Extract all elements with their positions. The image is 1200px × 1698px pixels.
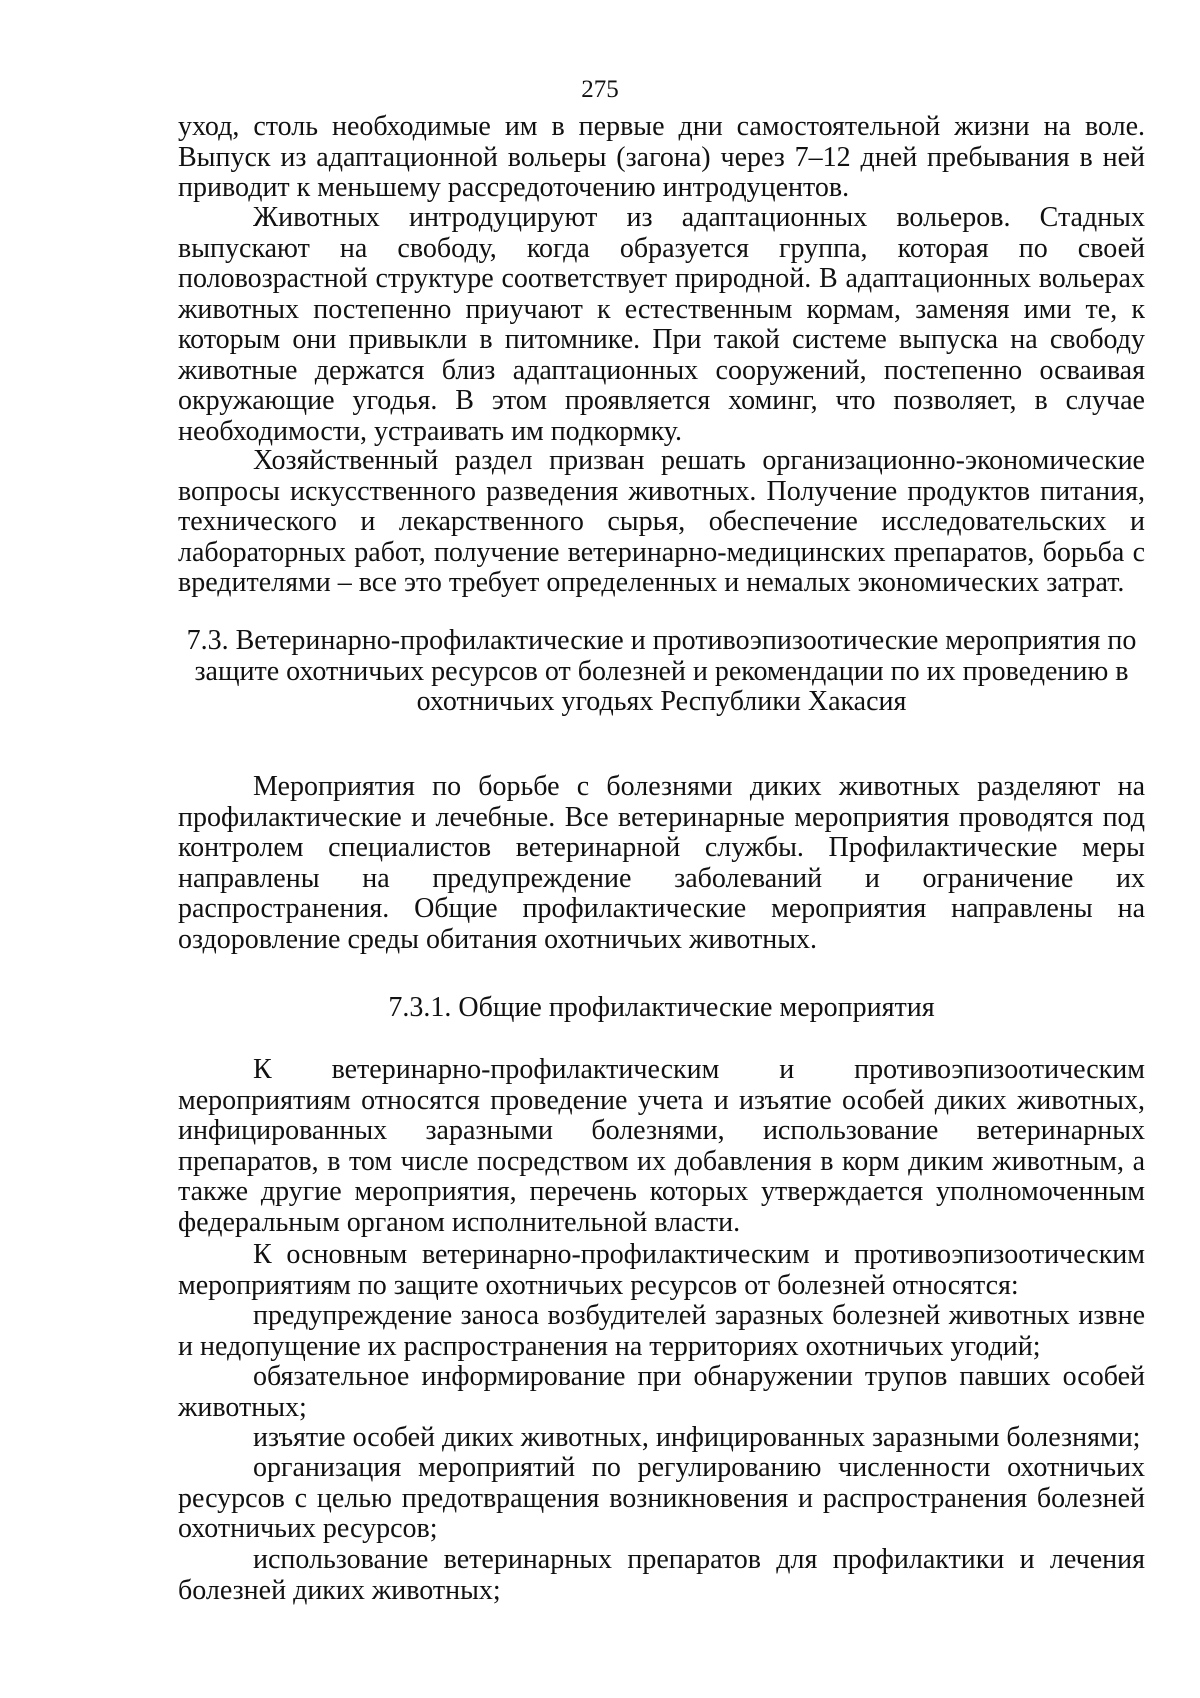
page-number: 275	[581, 76, 619, 103]
paragraph-continuation: уход, столь необходимые им в первые дни самостоятельной жизни на воле. Выпуск из адаптационной вольеры (загона) через 7–12 дней пребывания в ней приводит к меньшему рассредоточению интродуцентов.	[178, 111, 1145, 203]
section-heading-line: 7.3. Ветеринарно-профилактические и противоэпизоотические мероприятия по	[186, 625, 1137, 656]
section-heading-line: защите охотничьих ресурсов от болезней и рекомендации по их проведению в	[194, 655, 1129, 687]
paragraph-disease-measures: Мероприятия по борьбе с болезнями диких животных разделяют на профилактические и лечебные. Все ветеринарные мероприятия проводятся под контролем специалистов ветеринарной службы. Профилактические меры направлены на предупреждение заболеваний и ограничение их распространения. Общие профилактические мероприятия направлены на оздоровление среды обитания охотничьих животных.	[178, 771, 1145, 955]
list-item-information: обязательное информирование при обнаружении трупов павших особей животных;	[178, 1361, 1145, 1423]
list-item-prevention: предупреждение заноса возбудителей заразных болезней животных извне и недопущение их распространения на территориях охотничьих угодий;	[178, 1300, 1145, 1362]
subsection-heading-7-3-1: 7.3.1. Общие профилактические мероприятия	[388, 992, 935, 1023]
section-heading-7-3	[178, 626, 1145, 718]
list-item-population-control: организация мероприятий по регулированию численности охотничьих ресурсов с целью предотвращения возникновения и распространения болезней охотничьих ресурсов;	[178, 1452, 1145, 1544]
paragraph-economic-section: Хозяйственный раздел призван решать организационно-экономические вопросы искусственного разведения животных. Получение продуктов питания, технического и лекарственного сырья, обеспечение исследовательских и лабораторных работ, получение ветеринарно-медицинских препаратов, борьба с вредителями – все это требует определенных и немалых экономических затрат.	[178, 445, 1145, 598]
paragraph-veterinary-measures: К ветеринарно-профилактическим и противоэпизоотическим мероприятиям относятся проведение учета и изъятие особей диких животных, инфицированных заразными болезнями, использование ветеринарных препаратов, в том числе посредством их добавления в корм диким животным, а также другие мероприятия, перечень которых утверждается уполномоченным федеральным органом исполнительной власти.	[178, 1054, 1145, 1238]
list-item-removal: изъятие особей диких животных, инфицированных заразными болезнями;	[253, 1422, 1141, 1453]
section-heading-line: охотничьих угодьях Республики Хакасия	[416, 686, 907, 717]
paragraph-introduction-enclosures: Животных интродуцируют из адаптационных вольеров. Стадных выпускают на свободу, когда образуется группа, которая по своей половозрастной структуре соответствует природной. В адаптационных вольерах животных постепенно приучают к естественным кормам, заменяя ими те, к которым они привыкли в питомнике. При такой системе выпуска на свободу животные держатся близ адаптационных сооружений, постепенно осваивая окружающие угодья. В этом проявляется хоминг, что позволяет, в случае необходимости, устраивать им подкормку.	[178, 202, 1145, 447]
paragraph-main-measures: К основным ветеринарно-профилактическим и противоэпизоотическим мероприятиям по защите охотничьих ресурсов от болезней относятся:	[178, 1239, 1145, 1301]
list-item-veterinary-drugs: использование ветеринарных препаратов для профилактики и лечения болезней диких животных;	[178, 1544, 1145, 1606]
